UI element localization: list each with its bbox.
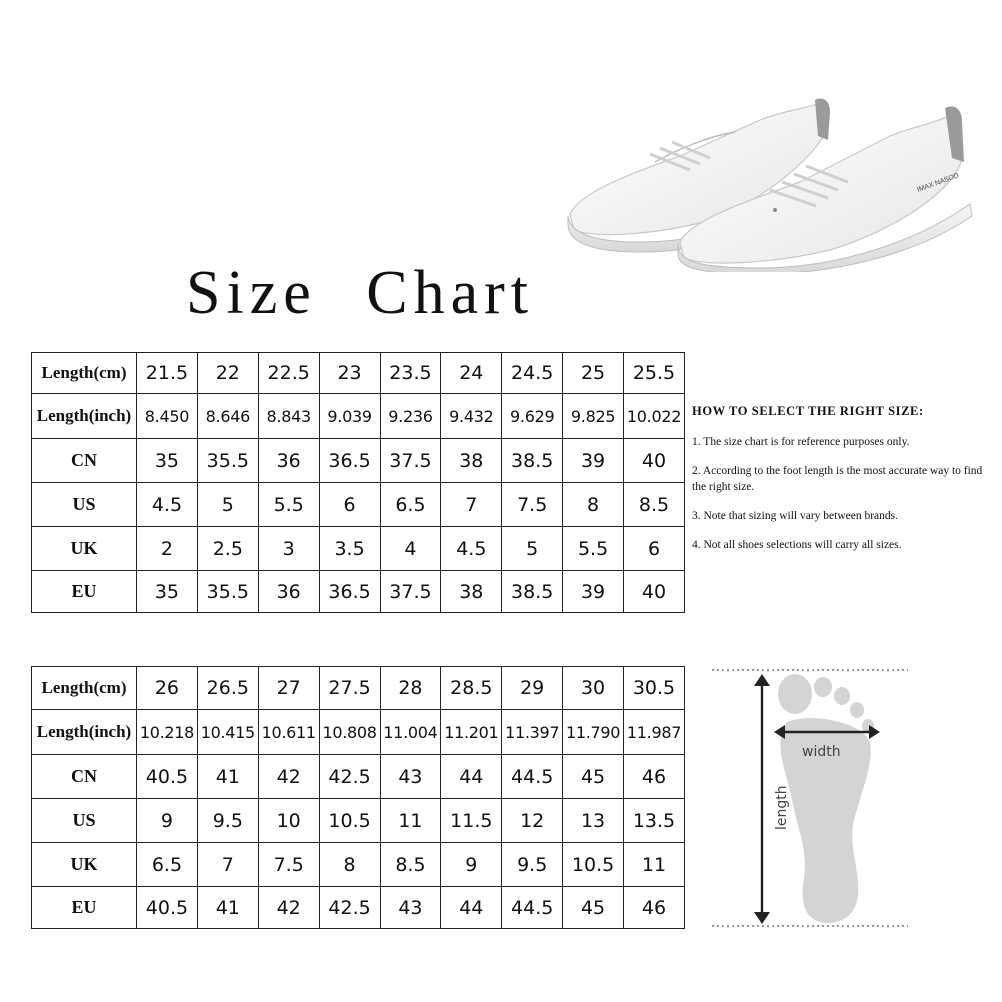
table-cell: 27 [258,667,319,710]
table-cell: 38 [441,439,502,483]
table-cell: 35 [137,439,198,483]
table-cell: 11.5 [441,799,502,843]
note-item-2: 2. According to the foot length is the most accurate way to find the right size. [692,465,983,493]
table-cell: 22.5 [258,353,319,394]
table-row [32,887,685,929]
table-cell: 25 [563,353,624,394]
table-cell: 46 [624,755,685,799]
table-cell: 8 [563,483,624,527]
table-cell: 9.5 [502,843,563,887]
table-cell: 36.5 [319,439,380,483]
row-label: UK [32,527,137,571]
table-cell: 10.808 [319,710,380,755]
row-label: UK [32,843,137,887]
row-label: CN [32,755,137,799]
table-cell: 2 [137,527,198,571]
footprint-icon [778,674,874,923]
table-cell: 35.5 [197,439,258,483]
table-cell: 9.5 [197,799,258,843]
table-row [32,353,685,394]
table-cell: 12 [502,799,563,843]
table-cell: 24 [441,353,502,394]
table-cell: 24.5 [502,353,563,394]
table-cell: 46 [624,887,685,929]
row-label: Length(inch) [32,394,137,439]
table-cell: 5 [197,483,258,527]
table-cell: 8.646 [197,394,258,439]
row-label: CN [32,439,137,483]
table-cell: 44.5 [502,887,563,929]
table-cell: 9 [137,799,198,843]
table-row [32,571,685,613]
table-cell: 27.5 [319,667,380,710]
sizing-notes [692,404,998,566]
row-label: US [32,799,137,843]
table-cell: 11.397 [502,710,563,755]
table-cell: 42 [258,755,319,799]
table-cell: 45 [563,887,624,929]
table-cell: 10.5 [563,843,624,887]
table-cell: 30.5 [624,667,685,710]
note-item-1: 1. The size chart is for reference purposes only. [692,436,910,448]
table-cell: 11.790 [563,710,624,755]
table-cell: 5.5 [563,527,624,571]
table-cell: 9.629 [502,394,563,439]
table-cell: 43 [380,755,441,799]
table-cell: 44 [441,755,502,799]
table-cell: 36 [258,571,319,613]
table-cell: 41 [197,887,258,929]
table-cell: 3 [258,527,319,571]
row-label: US [32,483,137,527]
table-cell: 30 [563,667,624,710]
table-cell: 8.450 [137,394,198,439]
table-cell: 40.5 [137,755,198,799]
table-cell: 7 [441,483,502,527]
table-cell: 6.5 [137,843,198,887]
table-row [32,667,685,710]
table-cell: 4.5 [441,527,502,571]
table-cell: 6 [319,483,380,527]
table-cell: 5.5 [258,483,319,527]
table-cell: 40.5 [137,887,198,929]
table-cell: 11.987 [624,710,685,755]
table-cell: 36.5 [319,571,380,613]
table-cell: 11.201 [441,710,502,755]
table-cell: 9 [441,843,502,887]
table-cell: 42 [258,887,319,929]
table-cell: 25.5 [624,353,685,394]
table-row [32,439,685,483]
table-cell: 40 [624,571,685,613]
table-cell: 9.039 [319,394,380,439]
table-cell: 10.218 [137,710,198,755]
table-cell: 11 [624,843,685,887]
table-cell: 9.236 [380,394,441,439]
table-cell: 40 [624,439,685,483]
table-cell: 4.5 [137,483,198,527]
table-cell: 28 [380,667,441,710]
table-cell: 23.5 [380,353,441,394]
table-cell: 9.432 [441,394,502,439]
table-cell: 37.5 [380,571,441,613]
table-cell: 7 [197,843,258,887]
table-cell: 8.843 [258,394,319,439]
table-cell: 3.5 [319,527,380,571]
shoe-brand-print: IMAX NASOD [916,172,960,194]
table-row [32,755,685,799]
table-row [32,483,685,527]
table-cell: 10.415 [197,710,258,755]
table-cell: 8.5 [380,843,441,887]
table-cell: 38.5 [502,571,563,613]
row-label: Length(cm) [32,353,137,394]
row-label: EU [32,887,137,929]
table-cell: 42.5 [319,755,380,799]
row-label: EU [32,571,137,613]
size-table-1 [31,352,685,613]
table-cell: 10 [258,799,319,843]
notes-title: HOW TO SELECT THE RIGHT SIZE: [692,404,924,418]
table-cell: 13.5 [624,799,685,843]
table-row [32,799,685,843]
table-cell: 7.5 [502,483,563,527]
table-row [32,394,685,439]
table-cell: 11 [380,799,441,843]
note-item-4: 4. Not all shoes selections will carry all sizes. [692,539,902,551]
row-label: Length(inch) [32,710,137,755]
table-cell: 37.5 [380,439,441,483]
width-label: width [802,744,841,760]
table-cell: 6.5 [380,483,441,527]
table-cell: 43 [380,887,441,929]
table-cell: 38 [441,571,502,613]
table-cell: 10.5 [319,799,380,843]
table-cell: 6 [624,527,685,571]
table-cell: 36 [258,439,319,483]
table-cell: 28.5 [441,667,502,710]
page-title: Size Chart [186,259,534,327]
table-row [32,843,685,887]
table-cell: 45 [563,755,624,799]
foot-measurement-diagram [712,660,912,932]
length-arrow [754,674,770,924]
table-cell: 44.5 [502,755,563,799]
table-row [32,527,685,571]
table-cell: 41 [197,755,258,799]
table-cell: 13 [563,799,624,843]
table-cell: 8.5 [624,483,685,527]
table-cell: 26.5 [197,667,258,710]
length-label: length [774,785,790,830]
table-cell: 42.5 [319,887,380,929]
size-table-2 [31,666,685,929]
table-cell: 35 [137,571,198,613]
table-cell: 10.611 [258,710,319,755]
table-cell: 10.022 [624,394,685,439]
table-cell: 5 [502,527,563,571]
table-cell: 35.5 [197,571,258,613]
table-cell: 26 [137,667,198,710]
table-cell: 4 [380,527,441,571]
table-cell: 23 [319,353,380,394]
table-cell: 8 [319,843,380,887]
table-cell: 38.5 [502,439,563,483]
table-cell: 39 [563,439,624,483]
table-cell: 22 [197,353,258,394]
product-shoe-image [560,92,980,272]
table-cell: 21.5 [137,353,198,394]
table-cell: 11.004 [380,710,441,755]
table-cell: 39 [563,571,624,613]
note-item-3: 3. Note that sizing will vary between brands. [692,510,898,522]
row-label: Length(cm) [32,667,137,710]
table-cell: 44 [441,887,502,929]
table-cell: 29 [502,667,563,710]
table-row [32,710,685,755]
table-cell: 9.825 [563,394,624,439]
table-cell: 2.5 [197,527,258,571]
table-cell: 7.5 [258,843,319,887]
